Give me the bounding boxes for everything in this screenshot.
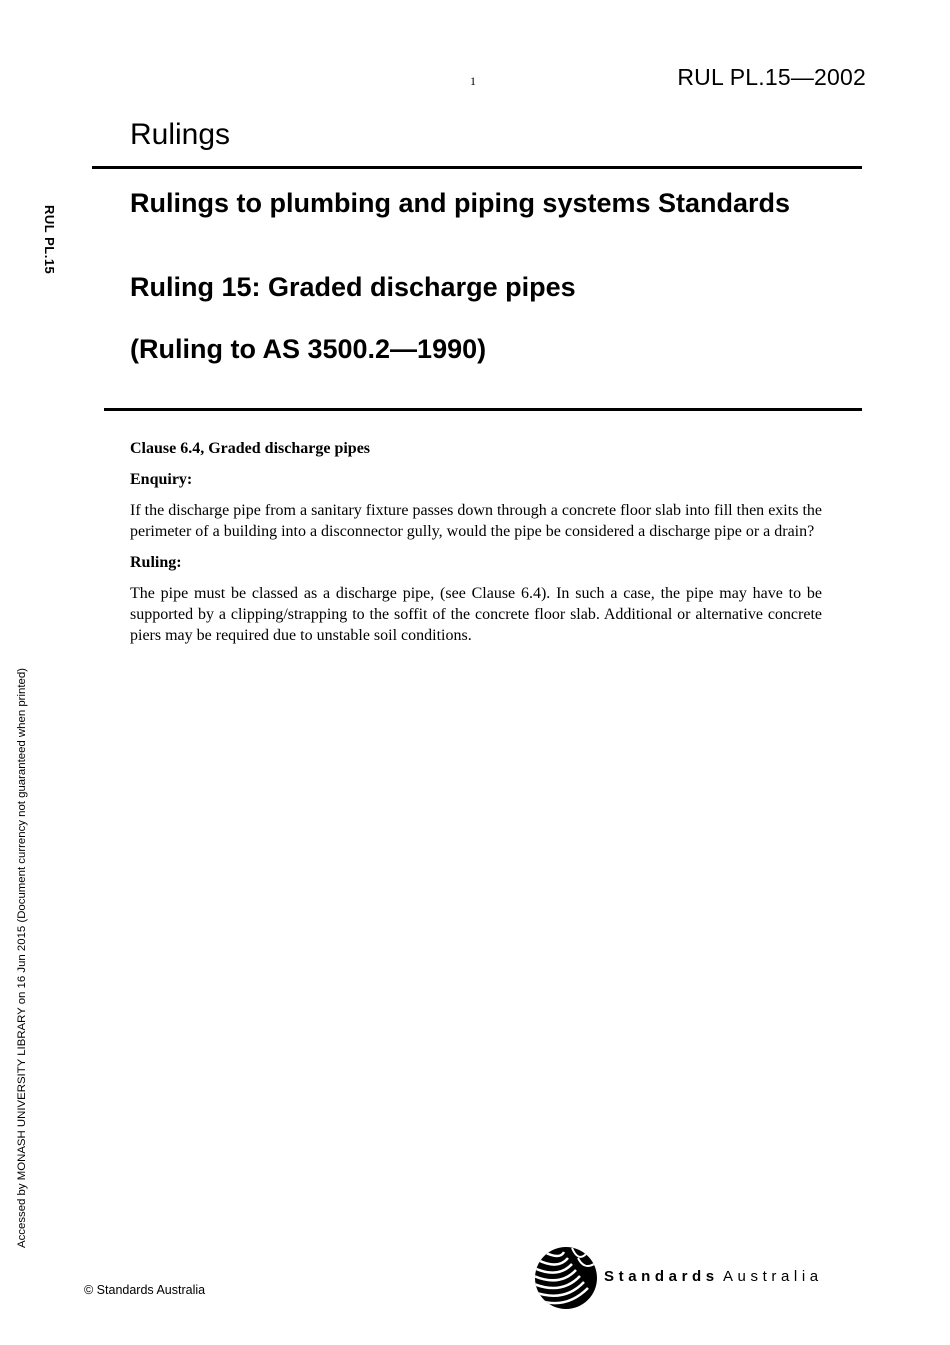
- ruling-subtitle: Ruling 15: Graded discharge pipes: [130, 272, 576, 302]
- enquiry-text: If the discharge pipe from a sanitary fixture passes down through a concrete floor slab into fill then exits the perimeter of a building into a disconnector gully, would the pipe be considered a discharge pipe or a drain?: [130, 502, 822, 540]
- title-divider: [104, 408, 862, 411]
- access-note: Accessed by MONASH UNIVERSITY LIBRARY on 16 Jun 2015 (Document currency not guaranteed when printed): [16, 668, 28, 1248]
- ruling-body: [130, 438, 822, 656]
- ruling-heading: Ruling:: [130, 554, 182, 571]
- copyright-notice: © Standards Australia: [84, 1283, 206, 1297]
- standards-australia-logo-icon: [534, 1246, 598, 1310]
- clause-heading: Clause 6.4, Graded discharge pipes: [130, 440, 371, 457]
- logo-word-standards: Standards: [604, 1268, 719, 1285]
- document-title: Rulings to plumbing and piping systems Standards: [130, 188, 791, 218]
- ruling-text: The pipe must be classed as a discharge pipe, (see Clause 6.4). In such a case, the pipe may have to be supported by a clipping/strapping to the soffit of the concrete floor slab. Additional or alternative concrete piers may be required due to unstable soil conditions.: [130, 585, 822, 644]
- document-id: RUL PL.15—2002: [677, 64, 866, 90]
- page-number: 1: [470, 74, 476, 88]
- enquiry-heading: Enquiry:: [130, 471, 193, 488]
- section-label: Rulings: [130, 118, 231, 151]
- top-divider: [92, 166, 862, 169]
- side-document-code: RUL PL.15: [42, 205, 57, 275]
- standards-australia-wordmark: [604, 1268, 823, 1285]
- logo-word-australia: Australia: [722, 1268, 823, 1285]
- ruling-reference: (Ruling to AS 3500.2—1990): [130, 334, 487, 364]
